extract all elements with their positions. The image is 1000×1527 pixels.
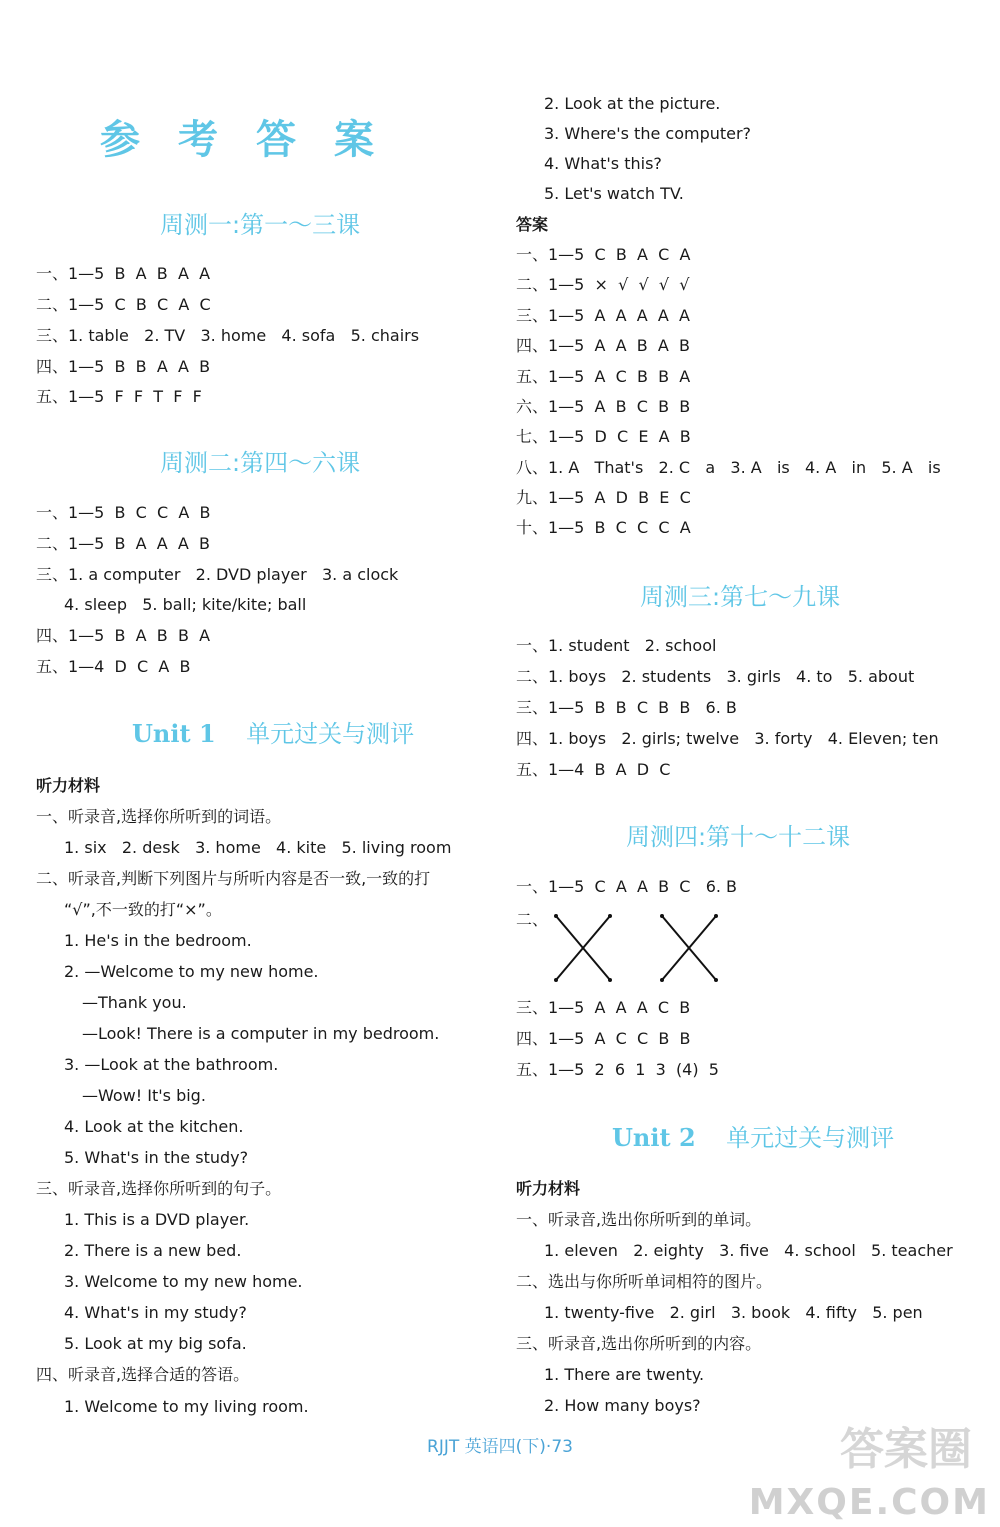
answer-line: 三、1—5 A A A C B [516,998,691,1017]
answer-line: 二、1. boys 2. students 3. girls 4. to 5. about [516,667,915,686]
answer-label: 答案 [516,215,549,234]
text-line: —Look! There is a computer in my bedroom. [82,1024,440,1043]
text-line: 2. —Welcome to my new home. [64,962,319,981]
text-line: 4. Look at the kitchen. [64,1117,244,1136]
text-line: 5. Let's watch TV. [544,184,684,203]
answer-line: 四、1—5 B B A A B [36,357,211,376]
text-line: 1. He's in the bedroom. [64,931,252,950]
text-line: —Wow! It's big. [82,1086,206,1105]
answer-line: 七、1—5 D C E A B [516,427,691,446]
text-line: 1. six 2. desk 3. home 4. kite 5. living room [64,838,452,857]
section-title-week2: 周测二:第四～六课 [160,449,361,477]
text-line: 一、听录音,选出你所听到的单词。 [516,1210,762,1229]
answer-line: 五、1—5 A C B B A [516,367,691,386]
answer-line: 四、1—5 A A B A B [516,336,691,355]
answer-line: 九、1—5 A D B E C [516,488,691,507]
answer-line: 三、1. table 2. TV 3. home 4. sofa 5. chairs [36,326,420,345]
answer-line: 四、1—5 A C C B B [516,1029,691,1048]
matching-cross-icon [552,912,752,984]
section-title-week1: 周测一:第一～三课 [160,211,361,239]
text-line: 1. eleven 2. eighty 3. five 4. school 5. teacher [544,1241,953,1260]
answer-line: 八、1. A That's 2. C a 3. A is 4. A in 5. A is [516,458,941,477]
answer-line: 三、1—5 A A A A A [516,306,690,325]
text-line: 一、听录音,选择你所听到的词语。 [36,807,282,826]
text-line: 四、听录音,选择合适的答语。 [36,1365,250,1384]
answer-line: 三、1. a computer 2. DVD player 3. a clock [36,565,399,584]
text-line: 4. What's this? [544,154,662,173]
text-line: 1. Welcome to my living room. [64,1397,309,1416]
text-line: 2. There is a new bed. [64,1241,242,1260]
section-title-unit2 [612,1118,894,1153]
section-title-week3: 周测三:第七～九课 [640,583,841,611]
answer-line: 一、1—5 C B A C A [516,245,691,264]
answer-line: 二、1—5 C B C A C [36,295,211,314]
answer-line: 二、1—5 B A A A B [36,534,211,553]
text-line: 三、听录音,选出你所听到的内容。 [516,1334,762,1353]
answer-line: 三、1—5 B B C B B 6. B [516,698,737,717]
text-line: 5. Look at my big sofa. [64,1334,247,1353]
text-line: 二、选出与你所听单词相符的图片。 [516,1272,773,1291]
unit-label: Unit 2 [612,1123,696,1152]
answer-line: 一、1—5 C A A B C 6. B [516,877,738,896]
answer-line: 二、1—5 × √ √ √ √ [516,275,690,294]
unit-title: 单元过关与测评 [726,1124,895,1152]
text-line: 4. What's in my study? [64,1303,247,1322]
text-line: 三、听录音,选择你所听到的句子。 [36,1179,282,1198]
text-line: 2. Look at the picture. [544,94,721,113]
text-line: 3. Welcome to my new home. [64,1272,303,1291]
text-line: 2. How many boys? [544,1396,701,1415]
section-title-week4: 周测四:第十～十二课 [626,823,851,851]
answer-line: 四、1—5 B A B B A [36,626,211,645]
listening-label: 听力材料 [516,1179,581,1198]
text-line: —Thank you. [82,993,187,1012]
answer-line: 五、1—4 B A D C [516,760,671,779]
unit-title: 单元过关与测评 [246,720,415,748]
text-line: 1. There are twenty. [544,1365,705,1384]
text-line: “√”,不一致的打“×”。 [64,900,222,919]
unit-label: Unit 1 [132,719,216,748]
text-line: 1. This is a DVD player. [64,1210,250,1229]
answer-line: 一、1. student 2. school [516,636,717,655]
page-title: 参考答案 [100,116,412,163]
listening-label: 听力材料 [36,776,101,795]
answer-line: 四、1. boys 2. girls; twelve 3. forty 4. Eleven; ten [516,729,939,748]
answer-line: 五、1—5 2 6 1 3 (4) 5 [516,1060,719,1079]
answer-line: 五、1—4 D C A B [36,657,191,676]
text-line: 二、听录音,判断下列图片与所听内容是否一致,一致的打 [36,869,431,888]
answer-line: 六、1—5 A B C B B [516,397,691,416]
text-line: 1. twenty-five 2. girl 3. book 4. fifty 5. pen [544,1303,923,1322]
answer-line: 一、1—5 B C C A B [36,503,211,522]
text-line: 5. What's in the study? [64,1148,249,1167]
page-footer: RJJT 英语四(下)·73 [427,1437,573,1457]
answer-line: 一、1—5 B A B A A [36,264,211,283]
text-line: 3. Where's the computer? [544,124,752,143]
answer-line: 十、1—5 B C C C A [516,518,691,537]
watermark: MXQE.COM [748,1482,990,1523]
text-line: 3. —Look at the bathroom. [64,1055,279,1074]
section-title-unit1 [132,714,414,749]
answer-line: 二、 [516,910,549,929]
answer-line: 4. sleep 5. ball; kite/kite; ball [64,595,307,614]
watermark-logo: 答案圈 [840,1424,972,1475]
answer-line: 五、1—5 F F T F F [36,387,202,406]
matching-lines [552,912,752,984]
